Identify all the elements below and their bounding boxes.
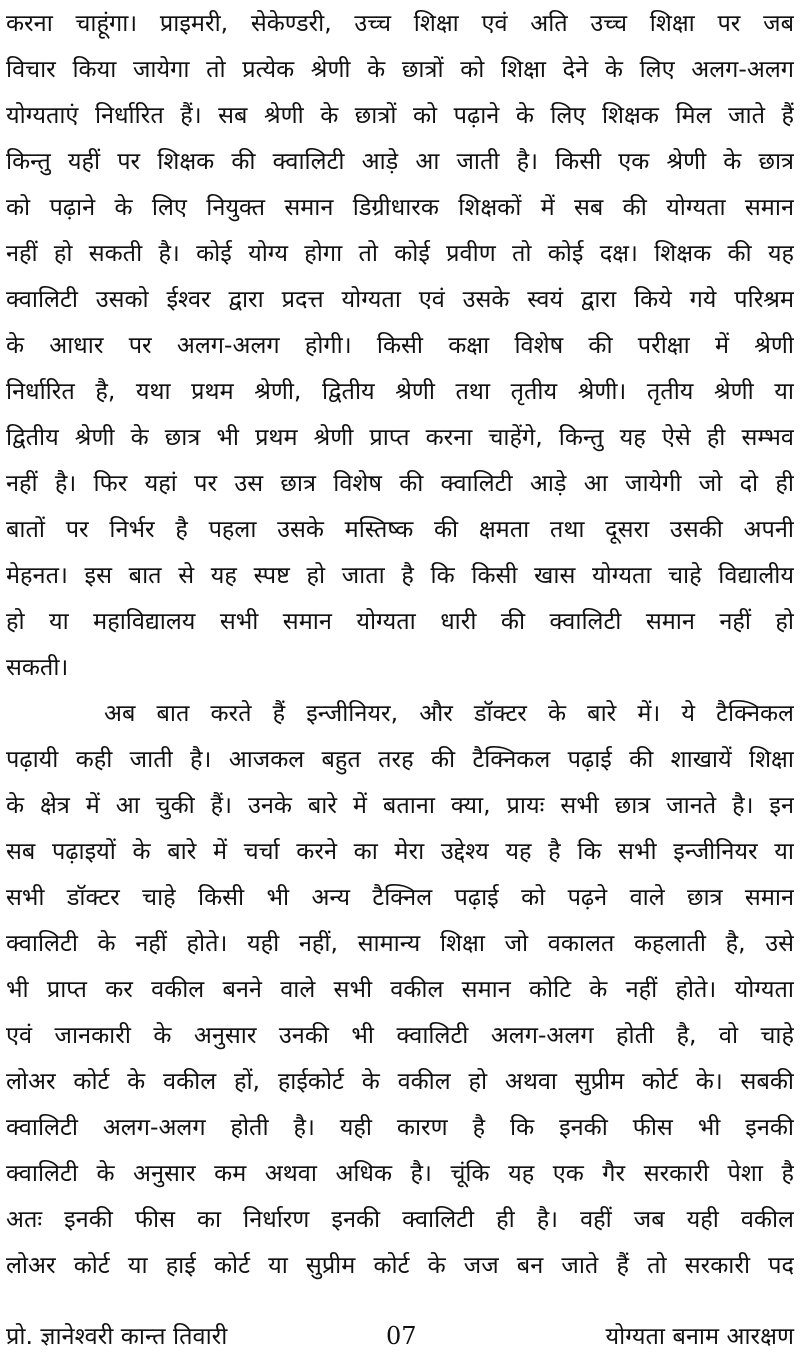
text-line: निर्धारित है, यथा प्रथम श्रेणी, द्वितीय श्रेणी तथा तृतीय श्रेणी। तृतीय श्रेणी या bbox=[6, 377, 794, 405]
text-line: एवं जानकारी के अनुसार उनकी भी क्वालिटी अलग-अलग होती है, वो चाहे bbox=[6, 1021, 794, 1049]
text-line: क्वालिटी के नहीं होते। यही नहीं, सामान्य शिक्षा जो वकालत कहलाती है, उसे bbox=[6, 929, 794, 957]
text-line: सब पढ़ाइयों के बारे में चर्चा करने का मेरा उद्देश्य यह है कि सभी इन्जीनियर या bbox=[6, 837, 794, 865]
text-line: सकती। bbox=[6, 653, 69, 681]
text-line: नहीं हो सकती है। कोई योग्य होगा तो कोई प्रवीण तो कोई दक्ष। शिक्षक की यह bbox=[6, 239, 794, 267]
text-line: अतः इनकी फीस का निर्धारण इनकी क्वालिटी ही है। वहीं जब यही वकील bbox=[6, 1205, 794, 1233]
paragraph bbox=[6, 0, 794, 690]
text-line: लोअर कोर्ट के वकील हों, हाईकोर्ट के वकील हो अथवा सुप्रीम कोर्ट के। सबकी bbox=[6, 1067, 794, 1095]
text-line: भी प्राप्त कर वकील बनने वाले सभी वकील समान कोटि के नहीं होते। योग्यता bbox=[6, 975, 794, 1003]
text-line: क्वालिटी अलग-अलग होती है। यही कारण है कि इनकी फीस भी इनकी bbox=[6, 1113, 794, 1141]
text-line: मेहनत। इस बात से यह स्पष्ट हो जाता है कि किसी खास योग्यता चाहे विद्यालीय bbox=[6, 561, 794, 589]
text-line: द्वितीय श्रेणी के छात्र भी प्रथम श्रेणी प्राप्त करना चाहेंगे, किन्तु यह ऐसे ही सम्भव bbox=[6, 423, 794, 451]
text-line: के आधार पर अलग-अलग होगी। किसी कक्षा विशेष की परीक्षा में श्रेणी bbox=[6, 331, 794, 359]
text-line: क्वालिटी के अनुसार कम अथवा अधिक है। चूंकि यह एक गैर सरकारी पेशा है bbox=[6, 1159, 794, 1187]
text-line: बातों पर निर्भर है पहला उसके मस्तिष्क की क्षमता तथा दूसरा उसकी अपनी bbox=[6, 515, 794, 543]
text-line: हो या महाविद्यालय सभी समान योग्यता धारी की क्वालिटी समान नहीं हो bbox=[6, 607, 794, 635]
text-line: अब बात करते हैं इन्जीनियर, और डॉक्टर के बारे में। ये टैक्निकल bbox=[104, 699, 794, 727]
footer-author: प्रो. ज्ञानेश्वरी कान्त तिवारी bbox=[6, 1322, 228, 1350]
text-line: लोअर कोर्ट या हाई कोर्ट या सुप्रीम कोर्ट के जज बन जाते हैं तो सरकारी पद bbox=[6, 1251, 794, 1279]
footer-page-number: 07 bbox=[386, 1322, 417, 1350]
text-line: को पढ़ाने के लिए नियुक्त समान डिग्रीधारक शिक्षकों में सब की योग्यता समान bbox=[6, 193, 794, 221]
body-text bbox=[6, 0, 794, 1288]
text-line: सभी डॉक्टर चाहे किसी भी अन्य टैक्निल पढ़ाई को पढ़ने वाले छात्र समान bbox=[6, 883, 794, 911]
text-line: पढ़ायी कही जाती है। आजकल बहुत तरह की टैक्निकल पढ़ाई की शाखायें शिक्षा bbox=[6, 745, 794, 773]
text-line: के क्षेत्र में आ चुकी हैं। उनके बारे में बताना क्या, प्रायः सभी छात्र जानते है। इन bbox=[6, 791, 794, 819]
text-line: करना चाहूंगा। प्राइमरी, सेकेण्डरी, उच्च शिक्षा एवं अति उच्च शिक्षा पर जब bbox=[6, 9, 794, 37]
footer-book-title: योग्यता बनाम आरक्षण bbox=[605, 1322, 794, 1350]
text-line: विचार किया जायेगा तो प्रत्येक श्रेणी के छात्रों को शिक्षा देने के लिए अलग-अलग bbox=[6, 55, 794, 83]
text-line: किन्तु यहीं पर शिक्षक की क्वालिटी आड़े आ जाती है। किसी एक श्रेणी के छात्र bbox=[6, 147, 794, 175]
page-footer bbox=[6, 1316, 794, 1356]
text-line: योग्यताएं निर्धारित हैं। सब श्रेणी के छात्रों को पढ़ाने के लिए शिक्षक मिल जाते हैं bbox=[6, 101, 794, 129]
paragraph bbox=[6, 690, 794, 1288]
text-line: नहीं है। फिर यहां पर उस छात्र विशेष की क्वालिटी आड़े आ जायेगी जो दो ही bbox=[6, 469, 794, 497]
text-line: क्वालिटी उसको ईश्वर द्वारा प्रदत्त योग्यता एवं उसके स्वयं द्वारा किये गये परिश्रम bbox=[6, 285, 794, 313]
